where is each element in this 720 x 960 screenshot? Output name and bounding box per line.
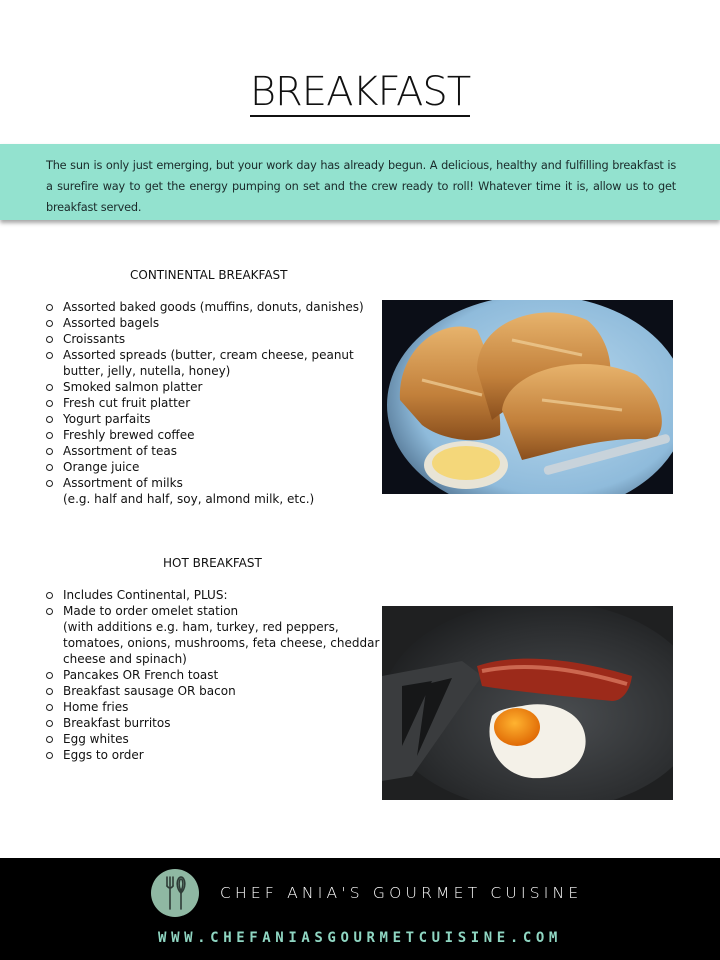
menu-item-detail: (e.g. half and half, soy, almond milk, etc.): [63, 492, 315, 506]
bullet-icon: [46, 320, 53, 327]
menu-item: [46, 731, 381, 747]
menu-item-label: Includes Continental, PLUS:: [63, 588, 228, 602]
bacon-and-egg-photo: [382, 606, 673, 800]
menu-item: [46, 603, 381, 667]
menu-item-label: Eggs to order: [63, 748, 144, 762]
menu-item: [46, 443, 381, 459]
continental-section-title: CONTINENTAL BREAKFAST: [130, 268, 288, 282]
menu-item-label: Freshly brewed coffee: [63, 428, 195, 442]
menu-item: [46, 331, 381, 347]
bullet-icon: [46, 384, 53, 391]
bullet-icon: [46, 704, 53, 711]
page-title: [0, 68, 720, 116]
menu-item: [46, 475, 381, 507]
bullet-icon: [46, 736, 53, 743]
hot-section-title: HOT BREAKFAST: [163, 556, 262, 570]
bullet-icon: [46, 448, 53, 455]
bullet-icon: [46, 672, 53, 679]
menu-item-label: Croissants: [63, 332, 126, 346]
menu-item: [46, 459, 381, 475]
menu-item-label: Breakfast sausage OR bacon: [63, 684, 236, 698]
bullet-icon: [46, 608, 53, 615]
menu-item-label: Yogurt parfaits: [63, 412, 151, 426]
bullet-icon: [46, 304, 53, 311]
intro-text: The sun is only just emerging, but your work day has already begun. A delicious, healthy and fulfilling breakfast is a surefire way to get the energy pumping on set and the crew ready to roll! Whatever time it is, allow us to get breakfast served.: [46, 159, 676, 214]
menu-item-detail: butter, jelly, nutella, honey): [63, 364, 231, 378]
menu-item: [46, 667, 381, 683]
bullet-icon: [46, 688, 53, 695]
bullet-icon: [46, 400, 53, 407]
bullet-icon: [46, 416, 53, 423]
menu-item: [46, 347, 381, 379]
menu-item-label: Orange juice: [63, 460, 140, 474]
bullet-icon: [46, 480, 53, 487]
menu-item: [46, 379, 381, 395]
pan-illustration: [382, 606, 673, 800]
bullet-icon: [46, 720, 53, 727]
menu-item: [46, 315, 381, 331]
menu-item: [46, 699, 381, 715]
croissant-illustration: [382, 300, 673, 494]
bullet-icon: [46, 336, 53, 343]
menu-item-label: Assortment of teas: [63, 444, 177, 458]
menu-item-label: Breakfast burritos: [63, 716, 171, 730]
menu-item: [46, 395, 381, 411]
menu-item: [46, 747, 381, 763]
croissant-photo: [382, 300, 673, 494]
menu-item: [46, 299, 381, 315]
menu-item-detail: (with additions e.g. ham, turkey, red peppers, tomatoes, onions, mushrooms, feta cheese, cheddar cheese and spinach): [63, 620, 380, 666]
bullet-icon: [46, 352, 53, 359]
menu-item: [46, 427, 381, 443]
menu-item-label: Assorted bagels: [63, 316, 160, 330]
page-title-text: BREAKFAST: [249, 69, 471, 115]
menu-item: [46, 683, 381, 699]
bullet-icon: [46, 464, 53, 471]
menu-item-label: Home fries: [63, 700, 129, 714]
fork-and-whisk-icon: [151, 869, 199, 917]
menu-item: [46, 715, 381, 731]
menu-item-label: Assortment of milks: [63, 476, 183, 490]
menu-item-label: Smoked salmon platter: [63, 380, 203, 394]
bullet-icon: [46, 752, 53, 759]
menu-item-label: Assorted baked goods (muffins, donuts, danishes): [63, 300, 364, 314]
menu-item: [46, 411, 381, 427]
bullet-icon: [46, 592, 53, 599]
website-link[interactable]: WWW.CHEFANIASGOURMETCUISINE.COM: [158, 930, 562, 946]
menu-item-label: Fresh cut fruit platter: [63, 396, 191, 410]
menu-item-label: Made to order omelet station: [63, 604, 239, 618]
menu-item-label: Egg whites: [63, 732, 129, 746]
continental-menu-list: [46, 299, 381, 507]
bullet-icon: [46, 432, 53, 439]
hot-menu-list: [46, 587, 381, 763]
brand-name: CHEF ANIA'S GOURMET CUISINE: [220, 884, 583, 902]
menu-item-label: Pancakes OR French toast: [63, 668, 219, 682]
menu-item-label: Assorted spreads (butter, cream cheese, peanut: [63, 348, 354, 362]
logo-utensils: [151, 869, 199, 917]
menu-item: [46, 587, 381, 603]
